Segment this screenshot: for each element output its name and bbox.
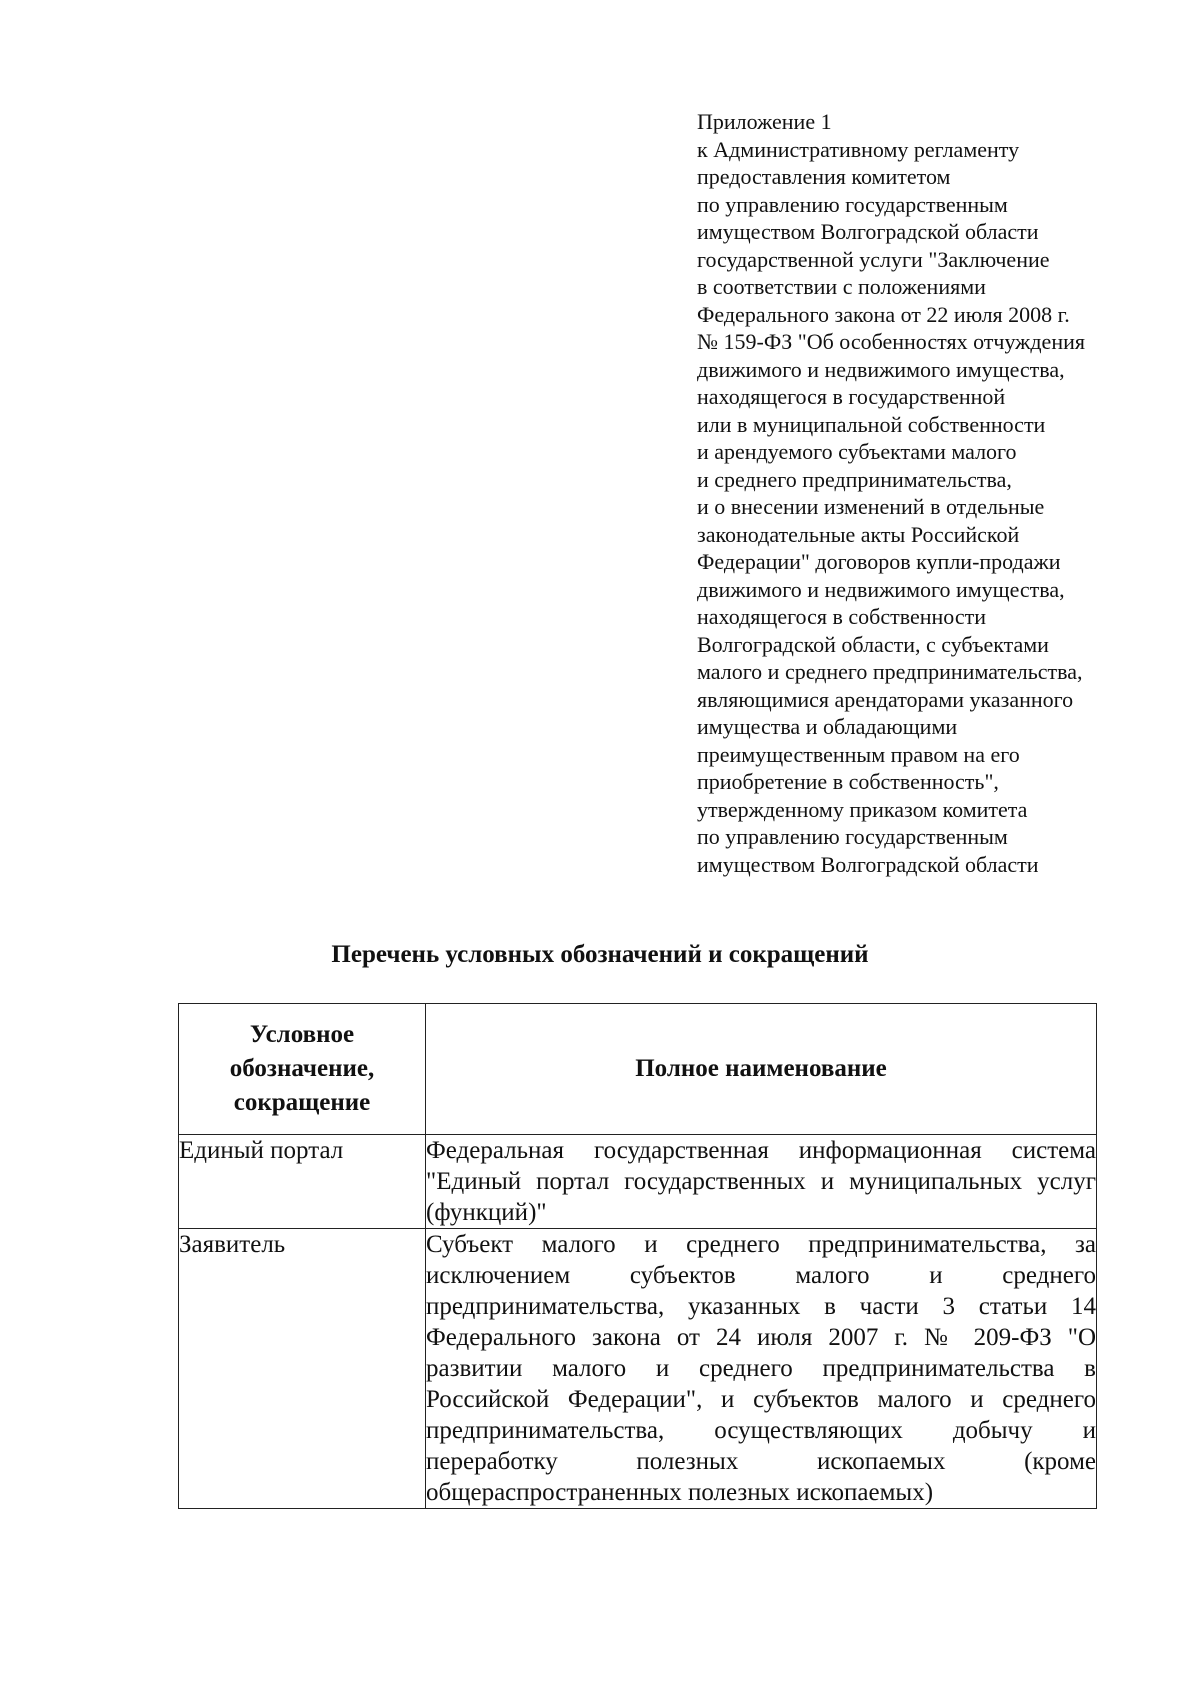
appendix-line: малого и среднего предпринимательства, [697,659,1083,684]
appendix-line: имуществом Волгоградской области [697,219,1039,244]
appendix-line: в соответствии с положениями [697,274,986,299]
header-abbreviation-line: Условное [249,1021,355,1048]
term-cell: Заявитель [179,1229,426,1509]
table-row [179,1135,1097,1229]
document-title: Перечень условных обозначений и сокращений [331,941,869,968]
appendix-line: находящегося в государственной [697,384,1006,409]
appendix-line: Федерального закона от 22 июля 2008 г. [697,301,1070,327]
appendix-line: предоставления комитетом [697,164,951,189]
definition-cell: Федеральная государственная информационная система "Единый портал государственных и муниципальных услуг (функций)" [426,1135,1097,1229]
appendix-line: имуществом Волгоградской области [697,851,1039,877]
appendix-line: утвержденному приказом комитета [697,796,1028,822]
appendix-line: движимого и недвижимого имущества, [697,356,1065,382]
appendix-line: имущества и обладающими [697,714,958,739]
appendix-line: и о внесении изменений в отдельные [697,494,1045,519]
appendix-line: законодательные акты Российской [697,521,1020,547]
appendix-line: и среднего предпринимательства, [697,466,1012,492]
appendix-line: находящегося в собственности [697,604,986,629]
table-row [179,1229,1097,1509]
header-abbreviation-line: обозначение, [229,1055,375,1082]
appendix-line: Федерации" договоров купли-продажи [697,549,1061,574]
appendix-line: Приложение 1 [697,109,832,134]
appendix-line: по управлению государственным [697,824,1008,849]
header-abbreviation-line: сокращение [233,1089,371,1116]
term-cell: Единый портал [179,1135,426,1229]
header-abbreviation [179,1004,426,1135]
appendix-header [697,108,1157,878]
appendix-line: движимого и недвижимого имущества, [697,576,1065,602]
appendix-line: преимущественным правом на его [697,741,1020,767]
table-header-row [179,1004,1097,1135]
appendix-line: к Административному регламенту [697,136,1020,162]
appendix-line: Волгоградской области, с субъектами [697,631,1049,657]
appendix-line: по управлению государственным [697,191,1008,217]
appendix-line: являющимися арендаторами указанного [697,686,1074,712]
appendix-line: № 159-ФЗ "Об особенностях отчуждения [697,329,1085,354]
definition-cell: Субъект малого и среднего предпринимательства, за исключением субъектов малого и среднего предпринимательства, указанных в части 3 статьи 14 Федерального закона от 24 июля 2007 г. № 209-ФЗ "О развитии малого и среднего предпринимательства в Российской Федерации", и субъектов малого и среднего предпринимательства, осуществляющих добычу и переработку полезных ископаемых (кроме общераспространенных полезных ископаемых) [426,1229,1097,1509]
appendix-line: государственной услуги "Заключение [697,246,1050,272]
appendix-line: приобретение в собственность", [697,769,999,794]
header-full-name: Полное наименование [426,1004,1097,1135]
appendix-line: или в муниципальной собственности [697,411,1046,437]
abbreviations-table [178,1003,1097,1509]
appendix-line: и арендуемого субъектами малого [697,439,1017,464]
